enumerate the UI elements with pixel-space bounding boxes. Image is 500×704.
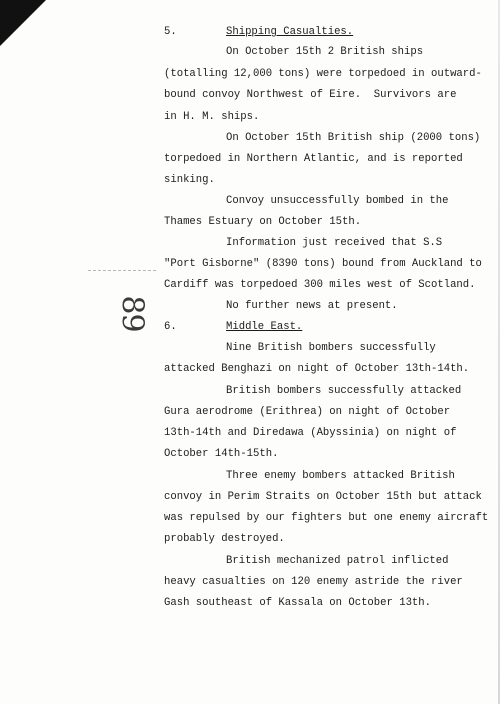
section-heading: Shipping Casualties.: [226, 26, 354, 38]
text-line: probably destroyed.: [164, 533, 285, 545]
text-line: was repulsed by our fighters but one enemy aircraft: [164, 512, 489, 524]
text-line: sinking.: [164, 174, 215, 186]
text-line: torpedoed in Northern Atlantic, and is reported: [164, 153, 463, 165]
text-line: 13th-14th and Diredawa (Abyssinia) on night of: [164, 427, 457, 439]
text-line: Cardiff was torpedoed 300 miles west of Scotland.: [164, 279, 476, 291]
handwritten-page-number: 89: [114, 295, 150, 332]
text-line: October 14th-15th.: [164, 448, 279, 460]
text-line: convoy in Perim Straits on October 15th but attack: [164, 491, 482, 503]
text-line: British bombers successfully attacked: [226, 385, 462, 397]
text-line: British mechanized patrol inflicted: [226, 555, 449, 567]
text-line: Convoy unsuccessfully bombed in the: [226, 195, 449, 207]
text-line: Information just received that S.S: [226, 237, 443, 249]
text-line: attacked Benghazi on night of October 13th-14th.: [164, 363, 470, 375]
section-heading: Middle East.: [226, 321, 303, 333]
text-line: On October 15th 2 British ships: [226, 46, 424, 58]
text-line: Gura aerodrome (Erithrea) on night of October: [164, 406, 451, 418]
text-line: No further news at present.: [226, 300, 398, 312]
text-line: Nine British bombers successfully: [226, 342, 436, 354]
text-line: Gash southeast of Kassala on October 13th.: [164, 597, 432, 609]
text-line: "Port Gisborne" (8390 tons) bound from Auckland to: [164, 258, 482, 270]
section-number: 5.: [164, 26, 177, 38]
text-line: bound convoy Northwest of Eire. Survivors are: [164, 89, 457, 101]
text-line: Thames Estuary on October 15th.: [164, 216, 362, 228]
section-number: 6.: [164, 321, 177, 333]
text-line: in H. M. ships.: [164, 111, 260, 123]
text-line: On October 15th British ship (2000 tons): [226, 132, 481, 144]
margin-dash-mark: [88, 270, 156, 271]
scan-corner-mark: [0, 0, 46, 46]
text-line: Three enemy bombers attacked British: [226, 470, 455, 482]
text-line: heavy casualties on 120 enemy astride the river: [164, 576, 463, 588]
text-line: (totalling 12,000 tons) were torpedoed in outward-: [164, 68, 482, 80]
